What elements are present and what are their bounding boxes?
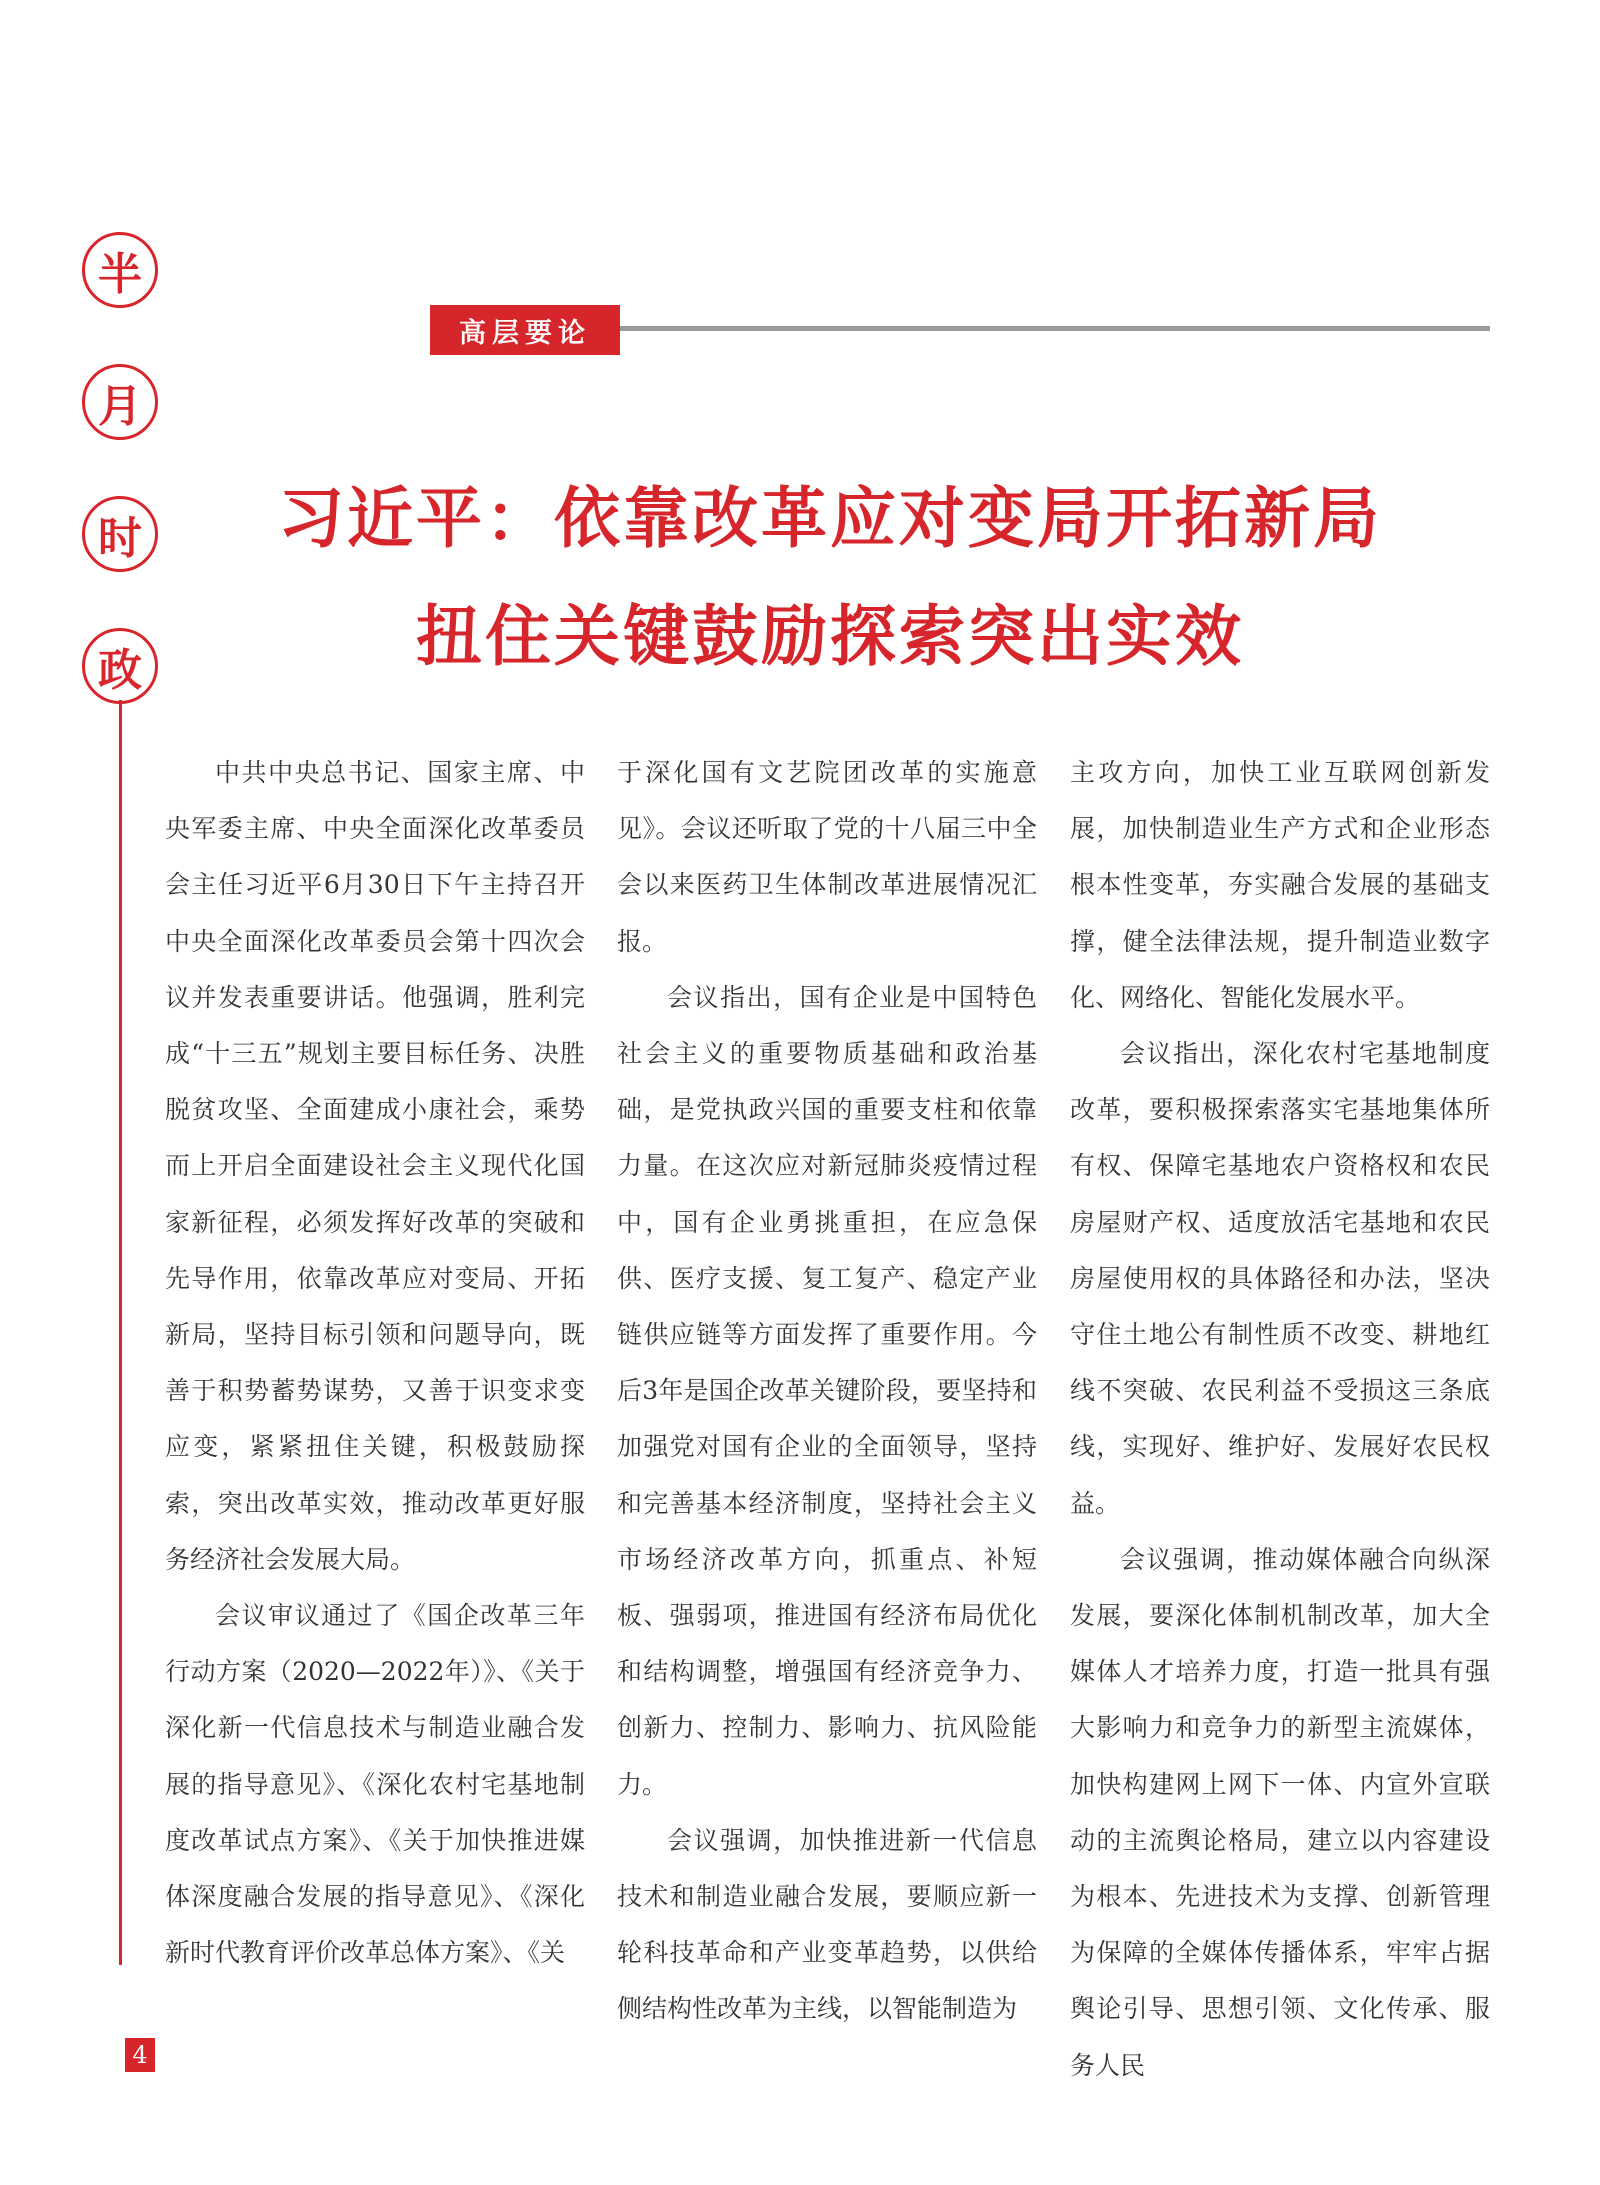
sidebar-char-2: 月 [82,364,158,440]
headline-line-2: 扭住关键鼓励探索突出实效 [416,598,1244,675]
body-column-1 [165,745,585,1981]
paragraph: 于深化国有文艺院团改革的实施意见》。会议还听取了党的十八届三中全会以来医药卫生体制改革进展情况汇报。 [617,758,1037,956]
sidebar-rule [119,700,122,1965]
paragraph: 会议强调，加快推进新一代信息技术和制造业融合发展，要顺应新一轮科技革命和产业变革趋势，以供给侧结构性改革为主线，以智能制造为 [617,1825,1037,2024]
sidebar-char-4: 政 [82,628,158,704]
section-divider [620,326,1490,331]
page-number: 4 [125,2038,155,2072]
sidebar-char-3: 时 [82,496,158,572]
headline [160,460,1500,696]
paragraph: 会议审议通过了《国企改革三年行动方案（2020—2022年）》、《关于深化新一代信息技术与制造业融合发展的指导意见》、《深化农村宅基地制度改革试点方案》、《关于加快推进媒体深度融合发展的指导意见》、《深化新时代教育评价改革总体方案》、《关 [165,1601,585,1968]
section-tag: 高层要论 [430,305,620,355]
paragraph: 中共中央总书记、国家主席、中央军委主席、中央全面深化改革委员会主任习近平6月30日下午主持召开中央全面深化改革委员会第十四次会议并发表重要讲话。他强调，胜利完成“十三五”规划主要目标任务、决胜脱贫攻坚、全面建成小康社会，乘势而上开启全面建设社会主义现代化国家新征程，必须发挥好改革的突破和先导作用，依靠改革应对变局、开拓新局，坚持目标引领和问题导向，既善于积势蓄势谋势，又善于识变求变应变，紧紧扭住关键，积极鼓励探索，突出改革实效，推动改革更好服务经济社会发展大局。 [165,758,585,1574]
sidebar-char-1: 半 [82,232,158,308]
paragraph: 会议指出，国有企业是中国特色社会主义的重要物质基础和政治基础，是党执政兴国的重要支柱和依靠力量。在这次应对新冠肺炎疫情过程中，国有企业勇挑重担，在应急保供、医疗支援、复工复产、稳定产业链供应链等方面发挥了重要作用。今后3年是国企改革关键阶段，要坚持和加强党对国有企业的全面领导，坚持和完善基本经济制度，坚持社会主义市场经济改革方向，抓重点、补短板、强弱项，推进国有经济布局优化和结构调整，增强国有经济竞争力、创新力、控制力、影响力、抗风险能力。 [617,982,1037,1799]
column-sidebar [82,232,162,760]
body-column-2 [617,745,1037,2038]
paragraph: 会议指出，深化农村宅基地制度改革，要积极探索落实宅基地集体所有权、保障宅基地农户资格权和农民房屋财产权、适度放活宅基地和农民房屋使用权的具体路径和办法，坚决守住土地公有制性质不改变、耕地红线不突破、农民利益不受损这三条底线，实现好、维护好、发展好农民权益。 [1070,1039,1490,1518]
headline-line-1: 习近平：依靠改革应对变局开拓新局 [278,480,1382,557]
paragraph: 会议强调，推动媒体融合向纵深发展，要深化体制机制改革，加大全媒体人才培养力度，打造一批具有强大影响力和竞争力的新型主流媒体，加快构建网上网下一体、内宣外宣联动的主流舆论格局，建立以内容建设为根本、先进技术为支撑、创新管理为保障的全媒体传播体系，牢牢占据舆论引导、思想引领、文化传承、服务人民 [1070,1544,1490,2080]
paragraph: 主攻方向，加快工业互联网创新发展，加快制造业生产方式和企业形态根本性变革，夯实融合发展的基础支撑，健全法律法规，提升制造业数字化、网络化、智能化发展水平。 [1070,758,1490,1012]
body-column-3 [1070,745,1490,2094]
